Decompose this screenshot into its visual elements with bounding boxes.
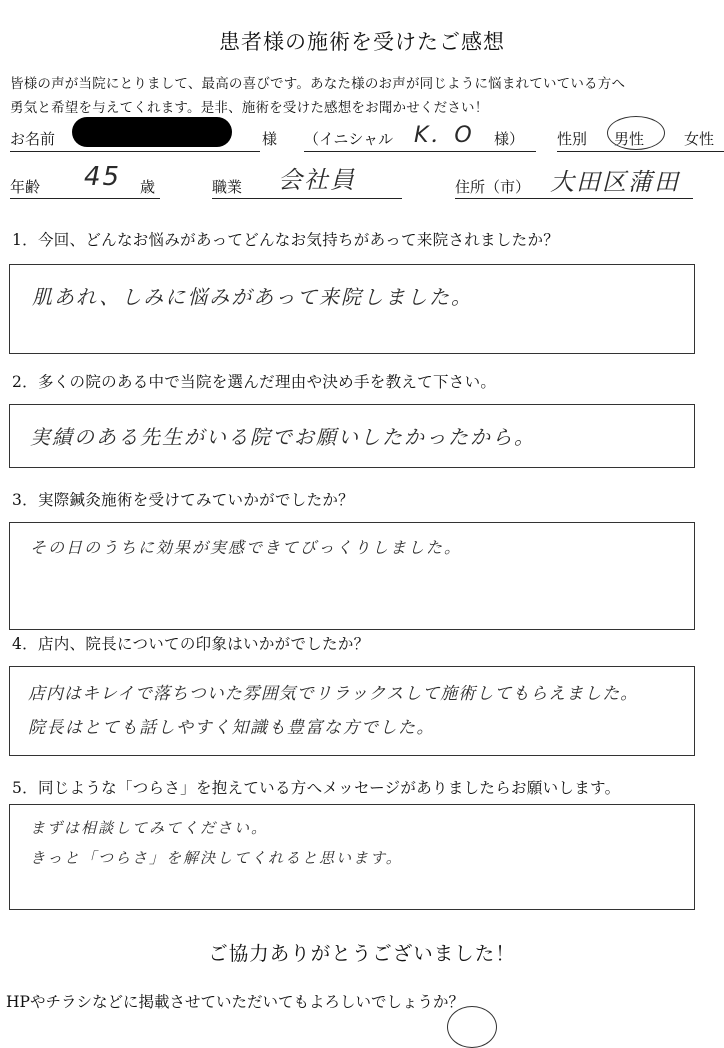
page-title: 患者様の施術を受けたご感想 (219, 30, 505, 54)
answer-box-1 (9, 264, 695, 354)
gender-male: 男性 (614, 130, 645, 148)
gender-female: 女性 (684, 130, 715, 148)
name-redaction (72, 117, 232, 147)
question-5: 5．同じような「つらさ」を抱えている方へメッセージがありましたらお願いします。 (12, 779, 621, 797)
answer-4-line-2: 院長はとても話しやすく知識も豊富な方でした。 (28, 718, 435, 738)
job-underline (212, 198, 402, 199)
initial-close: 様） (494, 130, 525, 148)
answer-4-line-1: 店内はキレイで落ちついた雰囲気でリラックスして施術してもらえました。 (28, 684, 639, 704)
initial-value: K．O (414, 123, 474, 148)
job-value: 会社員 (278, 166, 356, 194)
address-underline (455, 198, 693, 199)
footer-answer-circle (447, 1006, 497, 1048)
age-label: 年齢 (10, 178, 41, 196)
name-underline (10, 151, 260, 152)
footer-question: HPやチラシなどに掲載させていただいてもよろしいでしょうか？ (6, 993, 464, 1011)
answer-1-line-1: 肌あれ、しみに悩みがあって来院しました。 (32, 285, 473, 309)
answer-box-4 (9, 666, 695, 756)
answer-5-line-2: きっと「つらさ」を解決してくれると思います。 (30, 849, 403, 867)
answer-box-2 (9, 404, 695, 468)
answer-2-line-1: 実績のある先生がいる院でお願いしたかったから。 (30, 425, 536, 449)
age-underline (10, 198, 160, 199)
address-value: 大田区蒲田 (550, 168, 680, 196)
answer-3-line-1: その日のうちに効果が実感できてびっくりしました。 (30, 538, 463, 557)
gender-underline (557, 151, 724, 152)
job-label: 職業 (212, 178, 243, 196)
gender-label: 性別 (557, 130, 588, 148)
age-value: 45 (84, 162, 122, 192)
question-1: 1．今回、どんなお悩みがあってどんなお気持ちがあって来院されましたか？ (12, 231, 560, 249)
answer-box-3 (9, 522, 695, 630)
intro-line-1: 皆様の声が当院にとりまして、最高の喜びです。あなた様のお声が同じように悩まれていている方へ (10, 76, 626, 92)
question-4: 4．店内、院長についての印象はいかがでしたか？ (12, 635, 370, 653)
address-label: 住所（市） (455, 178, 531, 196)
sama-label: 様 (262, 130, 278, 148)
thanks-message: ご協力ありがとうございました！ (208, 942, 516, 965)
initial-label: （イニシャル (304, 130, 394, 148)
question-2: 2．多くの院のある中で当院を選んだ理由や決め手を教えて下さい。 (12, 373, 497, 391)
intro-line-2: 勇気と希望を与えてくれます。是非、施術を受けた感想をお聞かせください！ (10, 100, 489, 116)
question-3: 3．実際鍼灸施術を受けてみていかがでしたか？ (12, 491, 354, 509)
answer-5-line-1: まずは相談してみてください。 (30, 819, 269, 837)
name-label: お名前 (10, 130, 56, 148)
answer-box-5 (9, 804, 695, 910)
age-unit: 歳 (140, 178, 156, 196)
initial-underline (304, 151, 536, 152)
